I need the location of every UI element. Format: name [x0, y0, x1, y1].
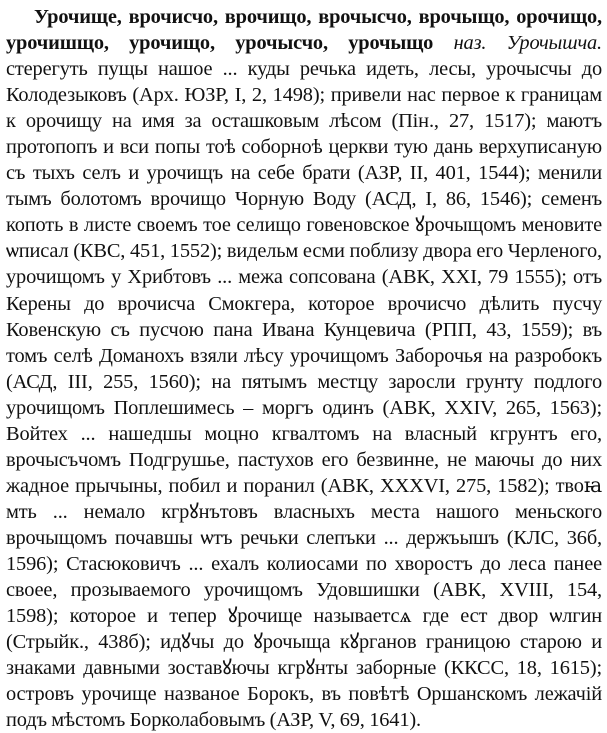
entry-definition-label: наз. Урочышча.	[453, 32, 603, 55]
entry-citations: стерегуть пущы нашое ... куды речька идеть, лесы, урочысчы до Колодезыковъ (Арх. ЮЗР, I, 2, 1498); привели нас первое к границам к орочищу на имя за осташковым лѣсом (Пін., 27, 1517); маютъ протопопъ и вси попы тоѣ соборноѣ церкви тую дань верхуписаную съ тыхъ селъ и урочищъ на себе брати (АЗР, II, 401, 1544); менили тымъ болотомъ врочищо Чорную Воду (АСД, I, 86, 1546); семенъ копоть в листе своемъ тое селищо говеновское ꙋрочыщомъ меновите ѡписал (КВС, 451, 1552); видельм есми поблизу двора его Черленого, урочищомъ у Хрибтовъ ... межа сопсована (АВК, XXI, 79 1555); отъ Керены до врочисча Смокгерa, которое врочисчо дѣлить пусчу Ковенскую съ пусчою пана Ивана Кунцевича (РПП, 43, 1559); въ томъ селѣ Доманохъ взяли лѣсу урочищомъ Заборочья на разробокъ (АСД, III, 255, 1560); на пятымъ местцу заросли грунту подлого урочищомъ Поплешимесь – моргъ одинъ (АВК, XXIV, 265, 1563); Войтех ... нашедшы моцно кгвалтомъ на власный кгрунтъ его, врочысъчомъ Подгрушье, пастухов его безвинне, не маючы до них жадное прычыны, побил и поранил (АВК, XXXVI, 275, 1582); твоꙗ мть ... немало кгрꙋнътовъ власныхъ места нашого меньского врочыщомъ почавшы ѡтъ речьки слепъки ... держъышъ (КЛС, 36б, 1596); Стасюковичъ ... ехалъ колиосами по хворостъ до леса панее своее, прозываемого урочищомъ Удовшишки (АВК, XVIII, 154, 1598); которое и тепер ꙋрочище называетсѧ где ест двор ѡлгин (Стрыйк., 438б); идꙋчы до ꙋрочыща кꙋрганов границою старою и знаками давными зоставꙋючы кгрꙋнты заборные (ККСС, 18, 1615); островъ урочище названое Борокъ, въ повѣтѣ Оршанскомъ лежачій подъ мѣстомъ Борколабовымъ (АЗР, V, 69, 1641).	[6, 58, 602, 732]
entry-headword: Урочище, врочисчо, врочищо, врочысчо, врочыщо, орочищо, урочишщо, урочищо, урочысчо, урочыщо	[6, 6, 602, 55]
dictionary-entry	[6, 4, 602, 733]
